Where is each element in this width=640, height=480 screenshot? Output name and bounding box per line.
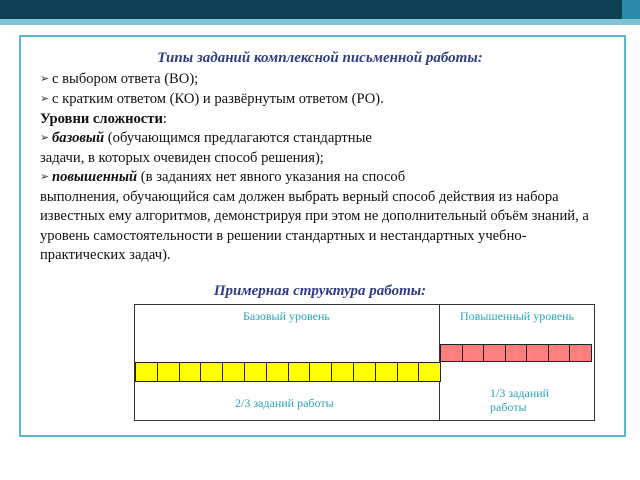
task-cell — [483, 344, 506, 362]
structure-heading: Примерная структура работы: — [213, 283, 427, 299]
top-banner — [0, 0, 640, 24]
task-cell — [440, 344, 463, 362]
levels-heading — [40, 110, 597, 130]
slide-title: Типы заданий комплексной письменной работы: — [157, 50, 483, 66]
task-cell — [397, 362, 420, 382]
levels-heading-text: Уровни сложности — [40, 111, 163, 127]
task-type-item — [40, 90, 597, 110]
task-cell — [288, 362, 311, 382]
arrow-bullet-icon: ➢ — [40, 170, 50, 183]
level-advanced-desc-start: (в заданиях нет явного указания на способ — [140, 169, 406, 185]
task-cell — [331, 362, 354, 382]
task-type-item — [40, 70, 597, 90]
levels-heading-colon: : — [162, 111, 167, 127]
base-level-label: Базовый уровень — [243, 309, 330, 323]
arrow-bullet-icon: ➢ — [40, 131, 50, 144]
arrow-bullet-icon: ➢ — [40, 72, 50, 85]
level-basic-desc-start: (обучающимся предлагаются стандартные — [107, 130, 372, 146]
task-cell — [548, 344, 571, 362]
high-task-cells — [440, 344, 591, 362]
level-basic-desc-rest: задачи, в которых очевиден способ решения); — [40, 149, 324, 166]
level-basic-name: базовый — [52, 130, 105, 146]
task-cell — [309, 362, 332, 382]
task-cell — [375, 362, 398, 382]
task-cell — [353, 362, 376, 382]
task-cell — [222, 362, 245, 382]
level-basic-line1 — [40, 129, 597, 149]
level-advanced-line1 — [40, 168, 597, 188]
task-cell — [526, 344, 549, 362]
task-cell — [505, 344, 528, 362]
task-type-text: с выбором ответа (ВО); — [52, 71, 199, 87]
task-cell — [462, 344, 485, 362]
high-level-label: Повышенный уровень — [459, 309, 575, 323]
task-cell — [418, 362, 441, 382]
level-advanced-desc-rest: выполнения, обучающийся сам должен выбрать верный способ действия из набора известных ему алгоритмов, демонстрируя при этом не дополнительный объём знаний, а уровень самостоятельности в решении стандартных и нестандартных учебно-практических задач). — [40, 188, 589, 263]
task-cell — [266, 362, 289, 382]
work-structure-diagram — [134, 304, 595, 421]
base-share-label: 2/3 заданий работы — [235, 396, 334, 410]
level-item-basic — [40, 129, 597, 168]
level-item-advanced — [40, 168, 597, 266]
task-cell — [244, 362, 267, 382]
task-cell — [157, 362, 180, 382]
base-task-cells — [135, 362, 440, 382]
task-cell — [569, 344, 592, 362]
task-cell — [135, 362, 158, 382]
top-banner-dark — [0, 0, 622, 19]
task-type-text: с кратким ответом (КО) и развёрнутым ответом (РО). — [52, 91, 384, 107]
task-cell — [200, 362, 223, 382]
level-advanced-name: повышенный — [52, 169, 138, 185]
high-share-label: 1/3 заданий работы — [490, 386, 550, 414]
arrow-bullet-icon: ➢ — [40, 92, 50, 105]
top-banner-stripe — [0, 19, 640, 25]
task-cell — [179, 362, 202, 382]
